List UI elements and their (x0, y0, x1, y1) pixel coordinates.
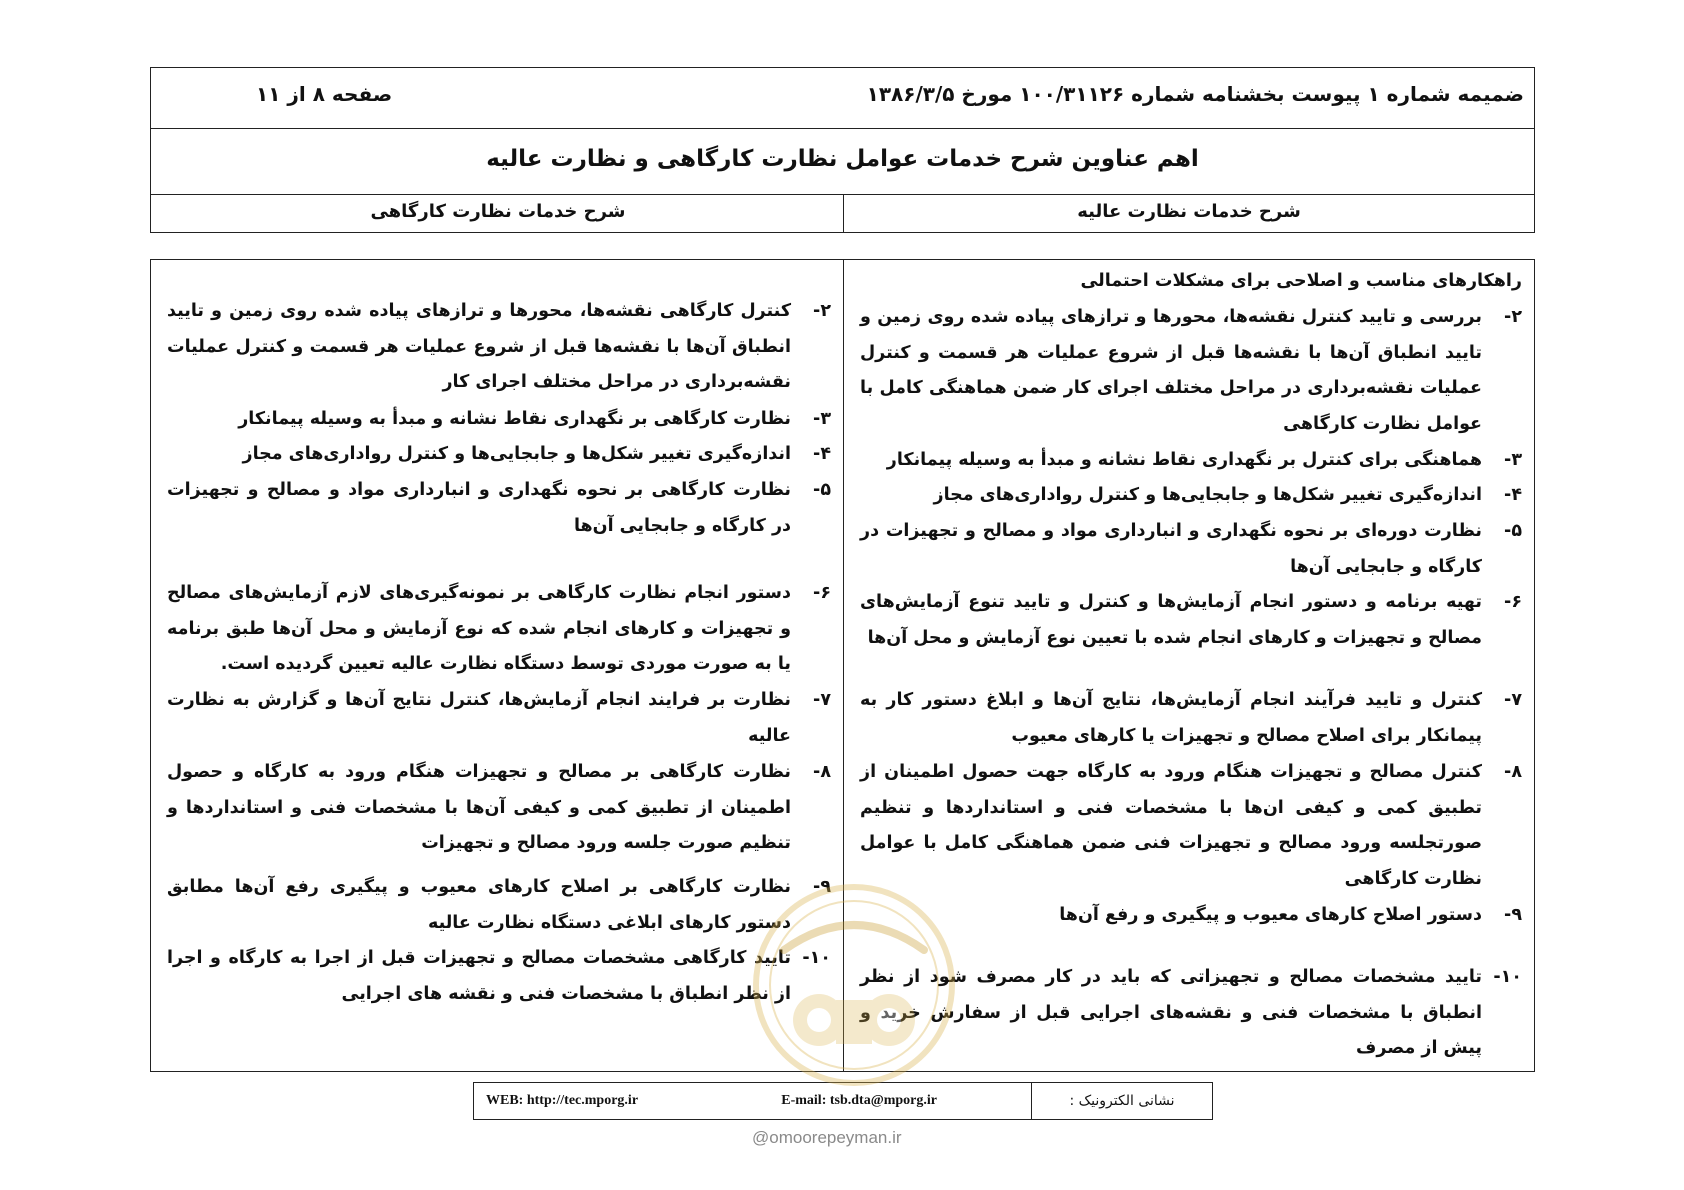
site-item (167, 473, 831, 544)
site-item (167, 437, 831, 473)
item-number: ۷- (1504, 690, 1522, 710)
supervision-item (860, 443, 1522, 479)
supervision-item (860, 755, 1522, 897)
item-text: اندازه‌گیری تغییر شکل‌ها و جابجایی‌ها و کنترل رواداری‌های مجاز (933, 485, 1482, 505)
site-item (167, 683, 831, 754)
omoor-peyman-seal-logo (744, 880, 964, 1090)
item-text: راهکارهای مناسب و اصلاحی برای مشکلات احتمالی (1080, 271, 1522, 291)
item-text: دستور اصلاح کارهای معیوب و پیگیری و رفع آن‌ها (1059, 905, 1482, 925)
item-text: تایید مشخصات مصالح و تجهیزاتی که باید در کار مصرف شود از نظر انطباق با مشخصات فنی و نقشه‌های اجرایی قبل از سفارش خرید و پیش از مصرف (860, 967, 1482, 1058)
item-text: نظارت کارگاهی بر مصالح و تجهیزات هنگام ورود به کارگاه و حصول اطمینان از تطبیق کمی و کیفی آن‌ها با مشخصات فنی و استانداردها و تنظیم صورت جلسه ورود مصالح و تجهیزات (167, 762, 791, 853)
item-text: هماهنگی برای کنترل بر نگهداری نقاط نشانه و مبدأ به وسیله پیمانکار (886, 450, 1482, 470)
email-address: E-mail: tsb.dta@mporg.ir (781, 1093, 937, 1108)
page-number: صفحه ۸ از ۱۱ (256, 82, 393, 106)
item-text: تایید کارگاهی مشخصات مصالح و تجهیزات قبل از اجرا به کارگاه و اجرا از نظر انطباق با مشخصات فنی و نقشه های اجرایی (167, 948, 791, 1004)
supervision-item (860, 585, 1522, 656)
item-number: ۵- (1504, 521, 1522, 541)
site-supervision-column (151, 260, 843, 1071)
item-number: ۸- (813, 762, 831, 782)
item-text: نظارت کارگاهی بر نحوه نگهداری و انبارداری مواد و مصالح و تجهیزات در کارگاه و جابجایی آن‌ها (167, 480, 791, 536)
item-number: ۴- (813, 444, 831, 464)
column-headers (151, 194, 1534, 232)
item-text: اندازه‌گیری تغییر شکل‌ها و جابجایی‌ها و کنترل رواداری‌های مجاز (242, 444, 791, 464)
item-text: نظارت بر فرایند انجام آزمایش‌ها، کنترل نتایج آن‌ها و گزارش به نظارت عالیه (167, 690, 791, 746)
item-text: دستور انجام نظارت کارگاهی بر نمونه‌گیری‌های لازم آزمایش‌های مصالح و تجهیزات و کارهای انجام شده که نوع آزمایش و محل آن‌ها طبق برنامه یا به صورت موردی توسط دستگاه نظارت عالیه تعیین گردیده است. (167, 583, 791, 674)
column-header-site: شرح خدمات نظارت کارگاهی (370, 201, 626, 222)
supervision-item (860, 514, 1522, 585)
site-item (167, 402, 831, 438)
header-reference-row (151, 68, 1534, 129)
item-text: نظارت کارگاهی بر نگهداری نقاط نشانه و مبدأ به وسیله پیمانکار (238, 409, 791, 429)
site-item (167, 870, 831, 941)
column-header-supervision: شرح خدمات نظارت عالیه (843, 194, 1534, 232)
item-text: بررسی و تایید کنترل نقشه‌ها، محورها و ترازهای پیاده شده روی زمین و تایید انطباق آن‌ها با نقشه‌ها قبل از شروع عملیات هر قسمت و کنترل عملیات نقشه‌برداری در مراحل مختلف اجرای کار ضمن هماهنگی کامل با عوامل نظارت کارگاهی (860, 307, 1482, 434)
item-number: ۱۰- (802, 948, 831, 968)
item-number: ۵- (813, 480, 831, 500)
item-number: ۷- (813, 690, 831, 710)
supervision-item (860, 264, 1522, 300)
site-item (167, 294, 831, 401)
website-link[interactable]: WEB: http://tec.mporg.ir (486, 1093, 639, 1108)
site-item (167, 576, 831, 683)
item-number: ۳- (1504, 450, 1522, 470)
item-text: نظارت کارگاهی بر اصلاح کارهای معیوب و پیگیری رفع آن‌ها مطابق دستور کارهای ابلاغی دستگاه نظارت عالیه (167, 877, 791, 933)
title-row (151, 128, 1534, 195)
item-number: ۲- (813, 301, 831, 321)
watermark-site: @omoorepeyman.ir (752, 1128, 902, 1147)
item-text: تهیه برنامه و دستور انجام آزمایش‌ها و کنترل و تایید تنوع آزمایش‌های مصالح و تجهیزات و کارهای انجام شده با تعیین نوع آزمایش و محل آن‌ها (860, 592, 1482, 648)
item-text: نظارت دوره‌ای بر نحوه نگهداری و انبارداری مواد و مصالح و تجهیزات در کارگاه و جابجایی آن‌ها (860, 521, 1482, 577)
site-item (167, 755, 831, 862)
item-number: ۶- (813, 583, 831, 603)
electronic-address-label: نشانی الکترونیک : (1031, 1083, 1212, 1119)
site-item (167, 941, 831, 1012)
item-number: ۶- (1504, 592, 1522, 612)
page-title: اهم عناوین شرح خدمات عوامل نظارت کارگاهی و نظارت عالیه (486, 146, 1199, 172)
item-text: کنترل مصالح و تجهیزات هنگام ورود به کارگاه جهت حصول اطمینان از تطبیق کمی و کیفی ان‌ها با مشخصات فنی و استانداردها و تنظیم صورتجلسه ورود مصالح و تجهیزات فنی ضمن هماهنگی کامل با عوامل نظارت کارگاهی (860, 762, 1482, 889)
item-number: ۹- (1504, 905, 1522, 925)
supervision-item (860, 478, 1522, 514)
supervision-item (860, 300, 1522, 442)
supervision-item (860, 683, 1522, 754)
item-number: ۲- (1504, 307, 1522, 327)
item-number: ۹- (813, 877, 831, 897)
item-number: ۱۰- (1493, 967, 1522, 987)
item-number: ۳- (813, 409, 831, 429)
item-text: کنترل کارگاهی نقشه‌ها، محورها و ترازهای پیاده شده روی زمین و تایید انطباق آن‌ها با نقشه‌ها قبل از شروع عملیات هر قسمت و کنترل عملیات نقشه‌برداری در مراحل مختلف اجرای کار (167, 301, 791, 392)
item-text: کنترل و تایید فرآیند انجام آزمایش‌ها، نتایج آن‌ها و ابلاغ دستور کار به پیمانکار برای اصلاح مصالح و تجهیزات یا کارهای معیوب (860, 690, 1482, 746)
item-number: ۴- (1504, 485, 1522, 505)
item-number: ۸- (1504, 762, 1522, 782)
circular-reference: ضمیمه شماره ۱ پیوست بخشنامه شماره ۱۰۰/۳۱۱۲۶ مورخ ۱۳۸۶/۳/۵ (866, 82, 1524, 106)
header-table (150, 67, 1535, 233)
